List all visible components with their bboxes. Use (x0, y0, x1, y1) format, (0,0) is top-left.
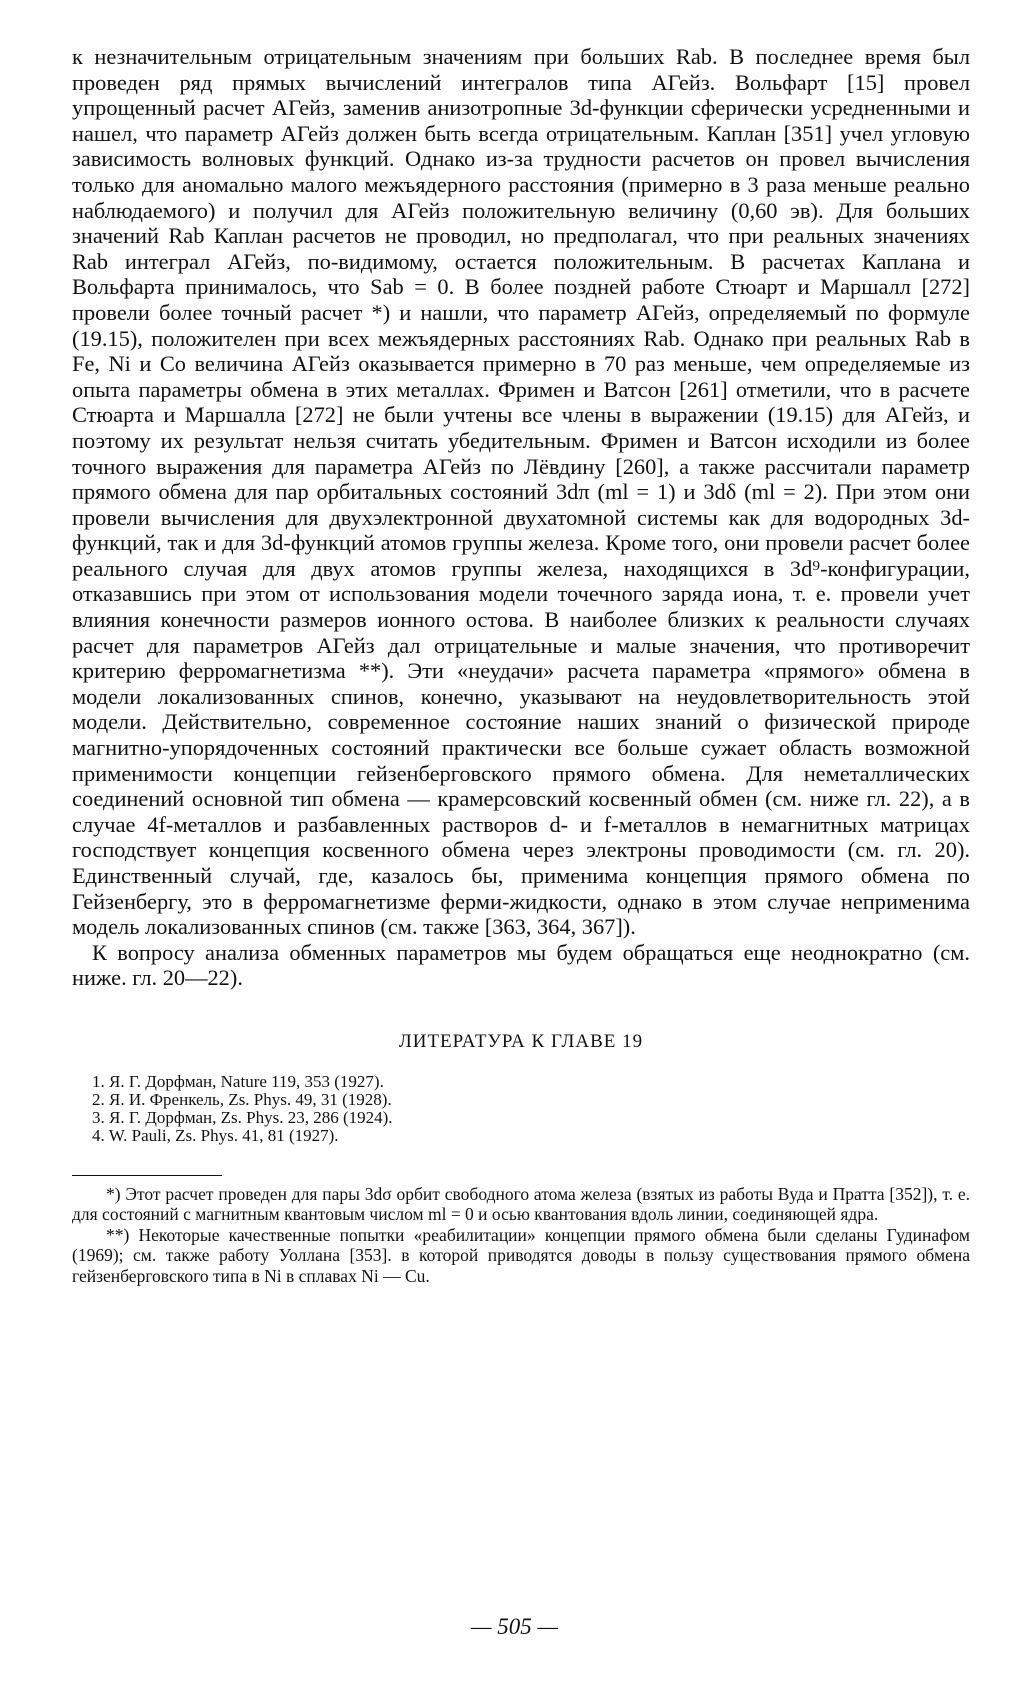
body-text (72, 44, 970, 991)
main-paragraph: к незначительным отрицательным значениям при больших Rab. В последнее время был проведен ряд прямых вычислений интегралов типа AГейз. Вольфарт [15] провел упрощенный расчет AГейз, заменив анизотропные 3d-функции сферически усредненными и нашел, что параметр AГейз должен быть всегда отрицательным. Каплан [351] учел угловую зависимость волновых функций. Однако из-за трудности расчетов он провел вычисления только для аномально малого межъядерного расстояния (примерно в 3 раза меньше реально наблюдаемого) и получил для AГейз положительную величину (0,60 эв). Для больших значений Rab Каплан расчетов не проводил, но предполагал, что при реальных значениях Rab интеграл AГейз, по-видимому, остается положительным. В расчетах Каплана и Вольфарта принималось, что Sab = 0. В более поздней работе Стюарт и Маршалл [272] провели более точный расчет *) и нашли, что параметр AГейз, определяемый по формуле (19.15), положителен при всех межъядерных расстояниях Rab. Однако при реальных Rab в Fe, Ni и Co величина AГейз оказывается примерно в 70 раз меньше, чем определяемые из опыта параметры обмена в этих металлах. Фримен и Ватсон [261] отметили, что в расчете Стюарта и Маршалла [272] не были учтены все члены в выражении (19.15) для AГейз, и поэтому их результат нельзя считать убедительным. Фримен и Ватсон исходили из более точного выражения для параметра AГейз по Лёвдину [260], а также рассчитали параметр прямого обмена для пар орбитальных состояний 3dπ (ml = 1) и 3dδ (ml = 2). При этом они провели вычисления для двухэлектронной двухатомной системы как для водородных 3d-функций, так и для 3d-функций атомов группы железа. Кроме того, они провели расчет более реального случая для двух атомов группы железа, находящихся в 3d⁹-конфигурации, отказавшись при этом от использования модели точечного заряда иона, т. е. провели учет влияния конечности размеров ионного остова. В наиболее близких к реальности случаях расчет для параметров AГейз дал отрицательные и малые значения, что противоречит критерию ферромагнетизма **). Эти «неудачи» расчета параметра «прямого» обмена в модели локализованных спинов, конечно, указывают на неудовлетворительность этой модели. Действительно, современное состояние наших знаний о физической природе магнитно-упорядоченных состояний практически все больше сужает область возможной применимости концепции гейзенберговского прямого обмена. Для неметаллических соединений основной тип обмена — крамерсовский косвенный обмен (см. ниже гл. 22), а в случае 4f-металлов и разбавленных растворов d- и f-металлов в немагнитных матрицах господствует концепция косвенного обмена через электроны проводимости (см. гл. 20). Единственный случай, где, казалось бы, применима концепция прямого обмена по Гейзенбергу, это в ферромагнетизме ферми-жидкости, однако в этом случае неприменима модель локализованных спинов (см. также [363, 364, 367]). (72, 44, 970, 940)
reference-item: 1. Я. Г. Дорфман, Nature 119, 353 (1927). (92, 1071, 384, 1091)
references-heading: ЛИТЕРАТУРА К ГЛАВЕ 19 (398, 1030, 644, 1052)
page-number: — 505 — (471, 1614, 558, 1639)
footnote: **) Некоторые качественные попытки «реабилитации» концепции прямого обмена были сделаны Гудинафом (1969); см. также работу Уоллана [353]. в которой приводятся доводы в пользу существования прямого обмена гейзенберговского типа в Ni в сплавах Ni — Cu. (72, 1224, 970, 1286)
reference-item: 3. Я. Г. Дорфман, Zs. Phys. 23, 286 (1924). (92, 1107, 393, 1127)
closing-paragraph: К вопросу анализа обменных параметров мы будем обращаться еще неоднократно (см. ниже. гл. 20—22). (72, 939, 970, 991)
reference-item: 2. Я. И. Френкель, Zs. Phys. 49, 31 (1928). (92, 1089, 392, 1109)
reference-list (72, 1073, 970, 1145)
reference-item: 4. W. Pauli, Zs. Phys. 41, 81 (1927). (92, 1125, 339, 1145)
footnotes (72, 1184, 970, 1286)
footnote: *) Этот расчет проведен для пары 3dσ орбит свободного атома железа (взятых из работы Вуда и Пратта [352]), т. е. для состояний с магнитным квантовым числом ml = 0 и осью квантования вдоль линии, соединяющей ядра. (72, 1183, 970, 1225)
page-content (72, 44, 970, 1286)
footnote-divider (72, 1175, 222, 1176)
